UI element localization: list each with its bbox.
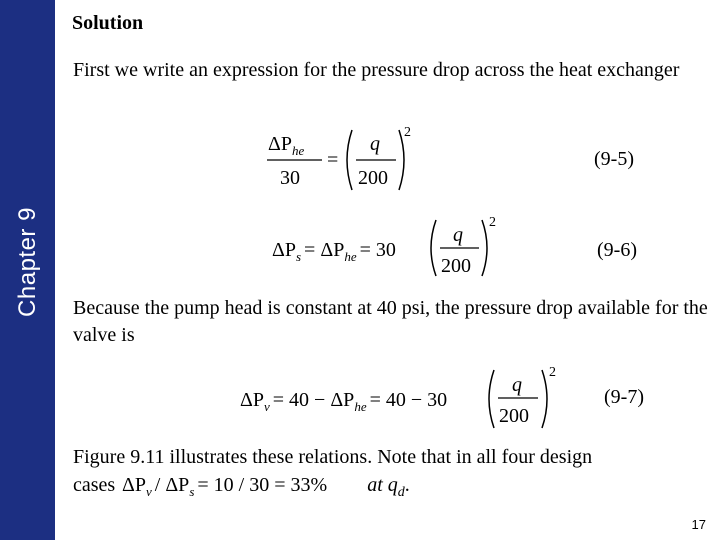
svg-text:=: = xyxy=(327,149,339,171)
paragraph-figure-note: Figure 9.11 illustrates these relations. Note that in all four design xyxy=(73,446,593,468)
page-number: 17 xyxy=(691,517,706,532)
svg-text:ΔPv= 40 − ΔPhe= 40 − 30: $\Delta P_v = 40 - \Delta P_{he} = 40 - 30$ xyxy=(240,389,448,414)
cases-end: . xyxy=(404,474,410,496)
cases-suffix: at q xyxy=(367,474,398,496)
svg-text:ΔPs= ΔPhe= 30: $\Delta P_s = \Delta P_{he} = 30$ xyxy=(272,239,396,264)
eq-number-9-5: (9-5) xyxy=(594,148,634,170)
eq-number-9-7: (9-7) xyxy=(604,386,644,408)
eq1-den: 30 xyxy=(280,167,300,189)
svg-text:q: q xyxy=(453,224,463,246)
chapter-label: Chapter 9 xyxy=(14,207,41,317)
equation-9-5 xyxy=(262,118,422,194)
eq1-sub: he xyxy=(291,143,305,158)
svg-text:2: 2 xyxy=(489,215,496,230)
chapter-sidebar xyxy=(0,0,55,540)
paragraph-intro: First we write an expression for the pressure drop across the heat exchanger xyxy=(73,59,680,81)
eq1-exp: 2 xyxy=(404,125,411,140)
cases-line xyxy=(73,471,410,501)
inline-ratio-equation xyxy=(120,471,362,497)
eq1-q: q xyxy=(370,133,380,155)
eq1-200: 200 xyxy=(358,167,388,189)
svg-text:ΔPv/ ΔPs= 10 / 30 = 33%: $\Delta P_v / \Delta P_s = 10 / 30 = 33\%$ xyxy=(122,474,328,497)
svg-text:q: q xyxy=(512,374,522,396)
svg-text:ΔPhe xyxy=(268,133,304,158)
svg-text:200: 200 xyxy=(441,255,471,277)
eq1-delta: ΔP xyxy=(268,133,292,155)
slide-title: Solution xyxy=(72,12,144,34)
svg-text:2: 2 xyxy=(549,365,556,380)
eq-number-9-6: (9-6) xyxy=(597,239,637,261)
cases-prefix: cases xyxy=(73,474,116,496)
svg-text:200: 200 xyxy=(499,405,529,427)
equation-9-7 xyxy=(236,362,566,434)
cases-subscript: d xyxy=(397,485,405,500)
equation-9-6 xyxy=(268,208,508,280)
paragraph-pump-head: Because the pump head is constant at 40 psi, the pressure drop available for the valve is xyxy=(73,297,708,346)
